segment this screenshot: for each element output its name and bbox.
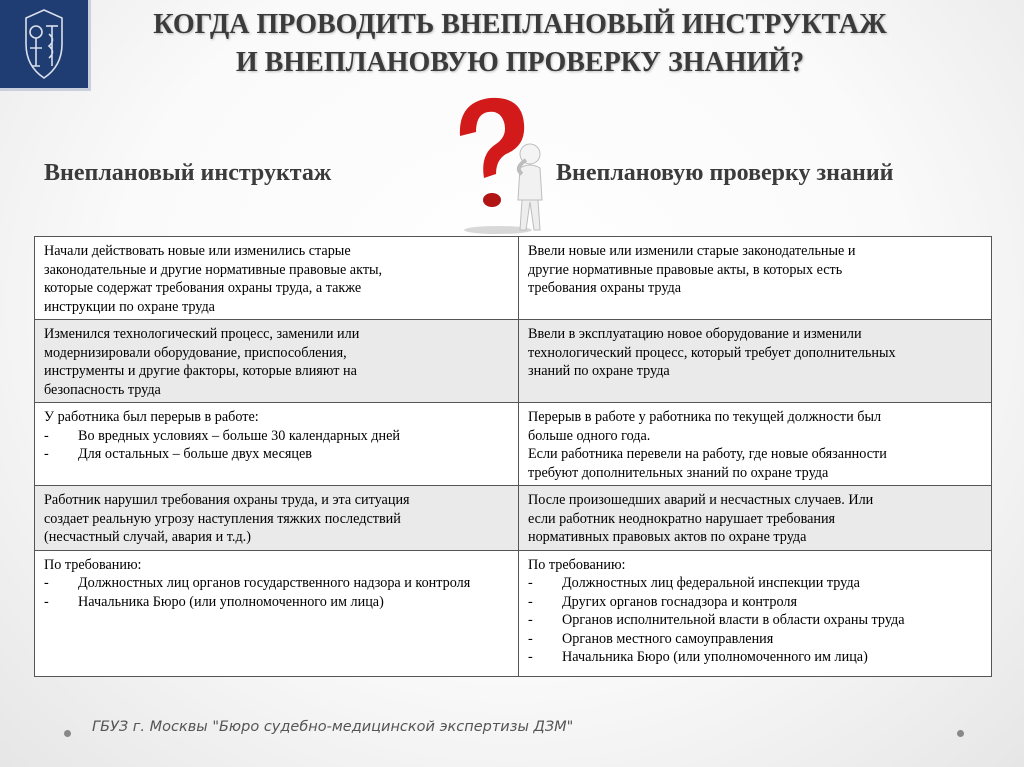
table-row [35,237,992,320]
heading-unscheduled-briefing: Внеплановый инструктаж [44,160,332,186]
title-line-2: И ВНЕПЛАНОВУЮ ПРОВЕРКУ ЗНАНИЙ? [235,47,805,78]
footer-organization: ГБУЗ г. Москвы "Бюро судебно-медицинской экспертизы ДЗМ" [92,719,574,735]
organization-logo [0,0,91,91]
table-cell-left: У работника был перерыв в работе: - Во вредных условиях – больше 30 календарных дней - Для остальных – больше двух месяцев [35,403,519,486]
footer-dot-right [957,730,964,737]
table-cell-left: По требованию: - Должностных лиц органов государственного надзора и контроля - Начальника Бюро (или уполномоченного им лица) [35,550,519,676]
table-cell-right: После произошедших аварий и несчастных случаев. Или если работник неоднократно нарушает требования нормативных правовых актов по охране труда [519,486,992,551]
table-row [35,403,992,486]
comparison-table [34,236,992,677]
table-row [35,550,992,676]
table-cell-left: Изменился технологический процесс, заменили или модернизировали оборудование, приспособления, инструменты и другие факторы, которые влияют на безопасность труда [35,320,519,403]
table-row [35,486,992,551]
table-cell-right: Ввели новые или изменили старые законодательные и другие нормативные правовые акты, в которых есть требования охраны труда [519,237,992,320]
table-cell-right: Перерыв в работе у работника по текущей должности был больше одного года. Если работника перевели на работу, где новые обязанности требуют дополнительных знаний по охране труда [519,403,992,486]
page-title [100,6,940,82]
heading-unscheduled-knowledge-check: Внеплановую проверку знаний [556,160,894,186]
table-cell-right: Ввели в эксплуатацию новое оборудование и изменили технологический процесс, который требует дополнительных знаний по охране труда [519,320,992,403]
title-line-1: КОГДА ПРОВОДИТЬ ВНЕПЛАНОВЫЙ ИНСТРУКТАЖ [153,9,887,40]
table-cell-right: По требованию: - Должностных лиц федеральной инспекции труда - Других органов госнадзора и контроля - Органов исполнительной власти в области охраны труда - Органов местного самоуправления - Начальника Бюро (или уполномоченного им лица) [519,550,992,676]
table-cell-left: Начали действовать новые или изменились старые законодательные и другие нормативные правовые акты, которые содержат требования охраны труда, а также инструкции по охране труда [35,237,519,320]
table-row [35,320,992,403]
table-cell-left: Работник нарушил требования охраны труда, и эта ситуация создает реальную угрозу наступления тяжких последствий (несчастный случай, авария и т.д.) [35,486,519,551]
question-mark-figure-icon [430,88,550,238]
emblem-icon [0,0,88,88]
footer-dot-left [64,730,71,737]
